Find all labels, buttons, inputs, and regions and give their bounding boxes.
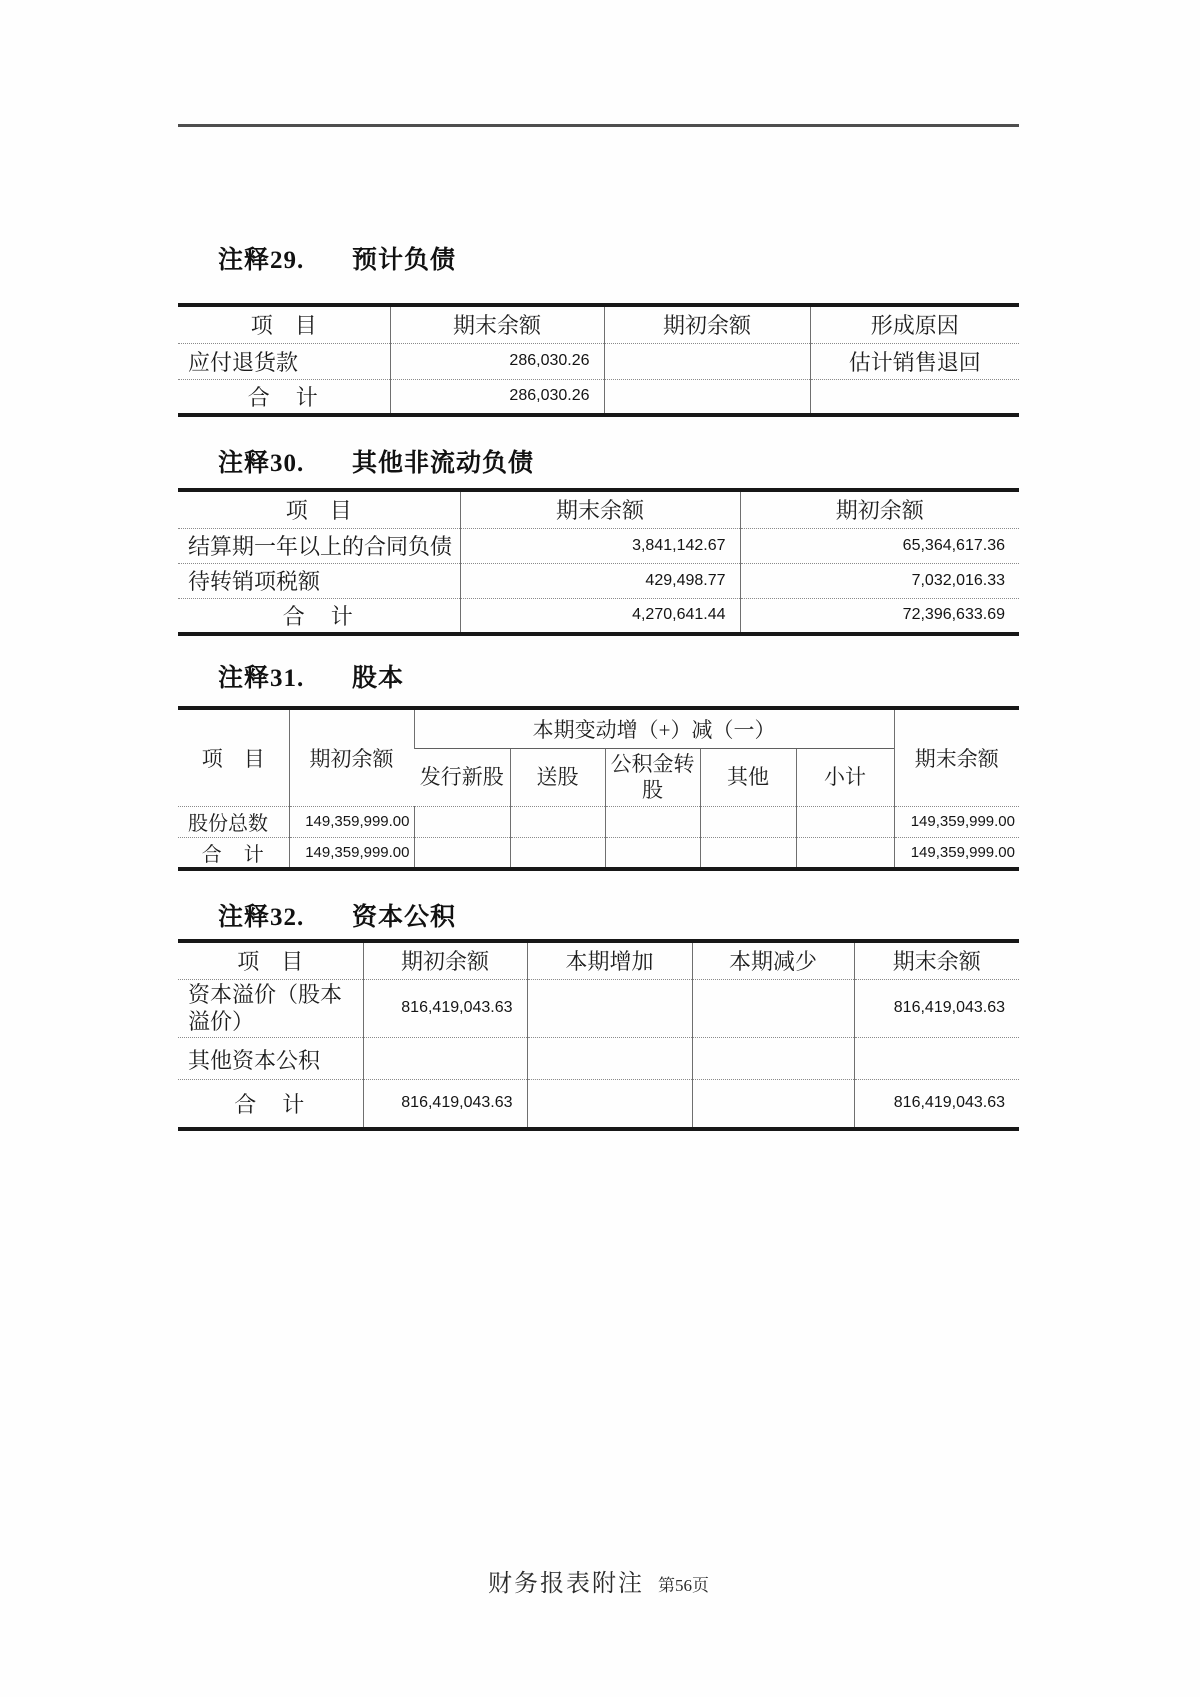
column-header-opening-balance: 期初余额 — [363, 941, 527, 979]
cell-closing-balance: 149,359,999.00 — [894, 806, 1019, 837]
cell-closing-balance — [854, 1037, 1019, 1079]
cell-opening-balance: 149,359,999.00 — [289, 806, 414, 837]
column-header-item: 项 目 — [250, 313, 317, 339]
cell-closing-balance: 149,359,999.00 — [894, 837, 1019, 869]
cell-closing-balance: 816,419,043.63 — [854, 979, 1019, 1037]
cell-total-label: 合 计 — [178, 1079, 363, 1129]
column-header-new-shares: 发行新股 — [414, 748, 510, 806]
cell-closing-balance: 3,841,142.67 — [460, 528, 740, 563]
footer-page-number: 第56页 — [658, 1576, 709, 1595]
note-30-heading: 其他非流动负债 — [352, 450, 535, 477]
cell-opening-balance: 7,032,016.33 — [740, 563, 1019, 598]
note-32-number: 注释32. — [218, 904, 305, 931]
table-row — [178, 343, 1019, 379]
table-total-row — [178, 379, 1019, 415]
cell-bonus-shares — [510, 806, 605, 837]
page-top-rule — [178, 124, 1019, 127]
cell-reason — [810, 379, 1019, 415]
column-header-opening-balance: 期初余额 — [604, 305, 810, 343]
cell-opening-balance: 149,359,999.00 — [289, 837, 414, 869]
cell-closing-balance: 286,030.26 — [390, 343, 604, 379]
column-header-increase: 本期增加 — [527, 941, 692, 979]
table-row — [178, 1037, 1019, 1079]
cell-increase — [527, 979, 692, 1037]
note-30-table — [178, 488, 1019, 636]
cell-reserve-to-shares — [605, 806, 700, 837]
cell-opening-balance: 816,419,043.63 — [363, 979, 527, 1037]
table-row — [178, 979, 1019, 1037]
cell-decrease — [692, 1079, 854, 1129]
table-row — [178, 563, 1019, 598]
table-header-row — [178, 305, 1019, 343]
table-header-row — [178, 708, 1019, 748]
cell-reserve-to-shares — [605, 837, 700, 869]
cell-other — [700, 806, 796, 837]
footer-doc-title: 财务报表附注 — [488, 1571, 644, 1597]
note-30-title — [218, 443, 1018, 479]
column-header-opening-balance: 期初余额 — [740, 490, 1019, 528]
table-row — [178, 528, 1019, 563]
cell-other — [700, 837, 796, 869]
column-header-item: 项 目 — [201, 746, 265, 771]
column-header-closing-balance: 期末余额 — [390, 305, 604, 343]
column-group-header-change: 本期变动增（+）减（一） — [414, 708, 894, 748]
table-header-row — [178, 490, 1019, 528]
cell-closing-balance: 286,030.26 — [390, 379, 604, 415]
cell-total-label: 合 计 — [178, 379, 390, 415]
cell-decrease — [692, 979, 854, 1037]
note-31-title — [218, 658, 1018, 694]
cell-subtotal — [796, 806, 894, 837]
column-header-other: 其他 — [700, 748, 796, 806]
column-header-item: 项 目 — [237, 949, 304, 975]
cell-total-label: 合 计 — [178, 837, 289, 869]
note-29-heading: 预计负债 — [352, 247, 457, 274]
cell-new-shares — [414, 806, 510, 837]
page-footer — [178, 1563, 1019, 1598]
note-31-table — [178, 706, 1019, 871]
note-29-number: 注释29. — [218, 247, 305, 274]
note-32-table — [178, 939, 1019, 1131]
cell-closing-balance: 4,270,641.44 — [460, 598, 740, 634]
note-32-heading: 资本公积 — [352, 904, 457, 931]
cell-opening-balance: 72,396,633.69 — [740, 598, 1019, 634]
note-30-number: 注释30. — [218, 450, 305, 477]
cell-item: 其他资本公积 — [178, 1037, 363, 1079]
column-header-decrease: 本期减少 — [692, 941, 854, 979]
cell-closing-balance: 429,498.77 — [460, 563, 740, 598]
cell-decrease — [692, 1037, 854, 1079]
column-header-bonus-shares: 送股 — [510, 748, 605, 806]
note-31-heading: 股本 — [352, 665, 405, 692]
cell-bonus-shares — [510, 837, 605, 869]
note-29-title — [218, 240, 1018, 276]
cell-opening-balance: 65,364,617.36 — [740, 528, 1019, 563]
table-header-row — [178, 941, 1019, 979]
cell-closing-balance: 816,419,043.63 — [854, 1079, 1019, 1129]
table-total-row — [178, 1079, 1019, 1129]
column-header-reserve-to-shares: 公积金转股 — [605, 748, 700, 806]
column-header-closing-balance: 期末余额 — [854, 941, 1019, 979]
cell-item: 资本溢价（股本溢价） — [178, 979, 363, 1037]
column-header-reason: 形成原因 — [810, 305, 1019, 343]
note-31-number: 注释31. — [218, 665, 305, 692]
cell-opening-balance: 816,419,043.63 — [363, 1079, 527, 1129]
cell-increase — [527, 1079, 692, 1129]
cell-opening-balance — [604, 343, 810, 379]
table-total-row — [178, 837, 1019, 869]
column-header-opening-balance: 期初余额 — [289, 708, 414, 806]
note-32-title — [218, 897, 1018, 933]
cell-item: 待转销项税额 — [178, 563, 460, 598]
cell-opening-balance — [604, 379, 810, 415]
cell-item: 股份总数 — [178, 806, 289, 837]
cell-reason: 估计销售退回 — [810, 343, 1019, 379]
cell-total-label: 合 计 — [178, 598, 460, 634]
cell-item: 结算期一年以上的合同负债 — [178, 528, 460, 563]
cell-item: 应付退货款 — [178, 343, 390, 379]
table-row — [178, 806, 1019, 837]
column-header-item: 项 目 — [285, 498, 352, 524]
cell-subtotal — [796, 837, 894, 869]
note-29-table — [178, 303, 1019, 417]
column-header-closing-balance: 期末余额 — [894, 708, 1019, 806]
cell-new-shares — [414, 837, 510, 869]
column-header-subtotal: 小计 — [796, 748, 894, 806]
column-header-closing-balance: 期末余额 — [460, 490, 740, 528]
table-total-row — [178, 598, 1019, 634]
cell-opening-balance — [363, 1037, 527, 1079]
cell-increase — [527, 1037, 692, 1079]
